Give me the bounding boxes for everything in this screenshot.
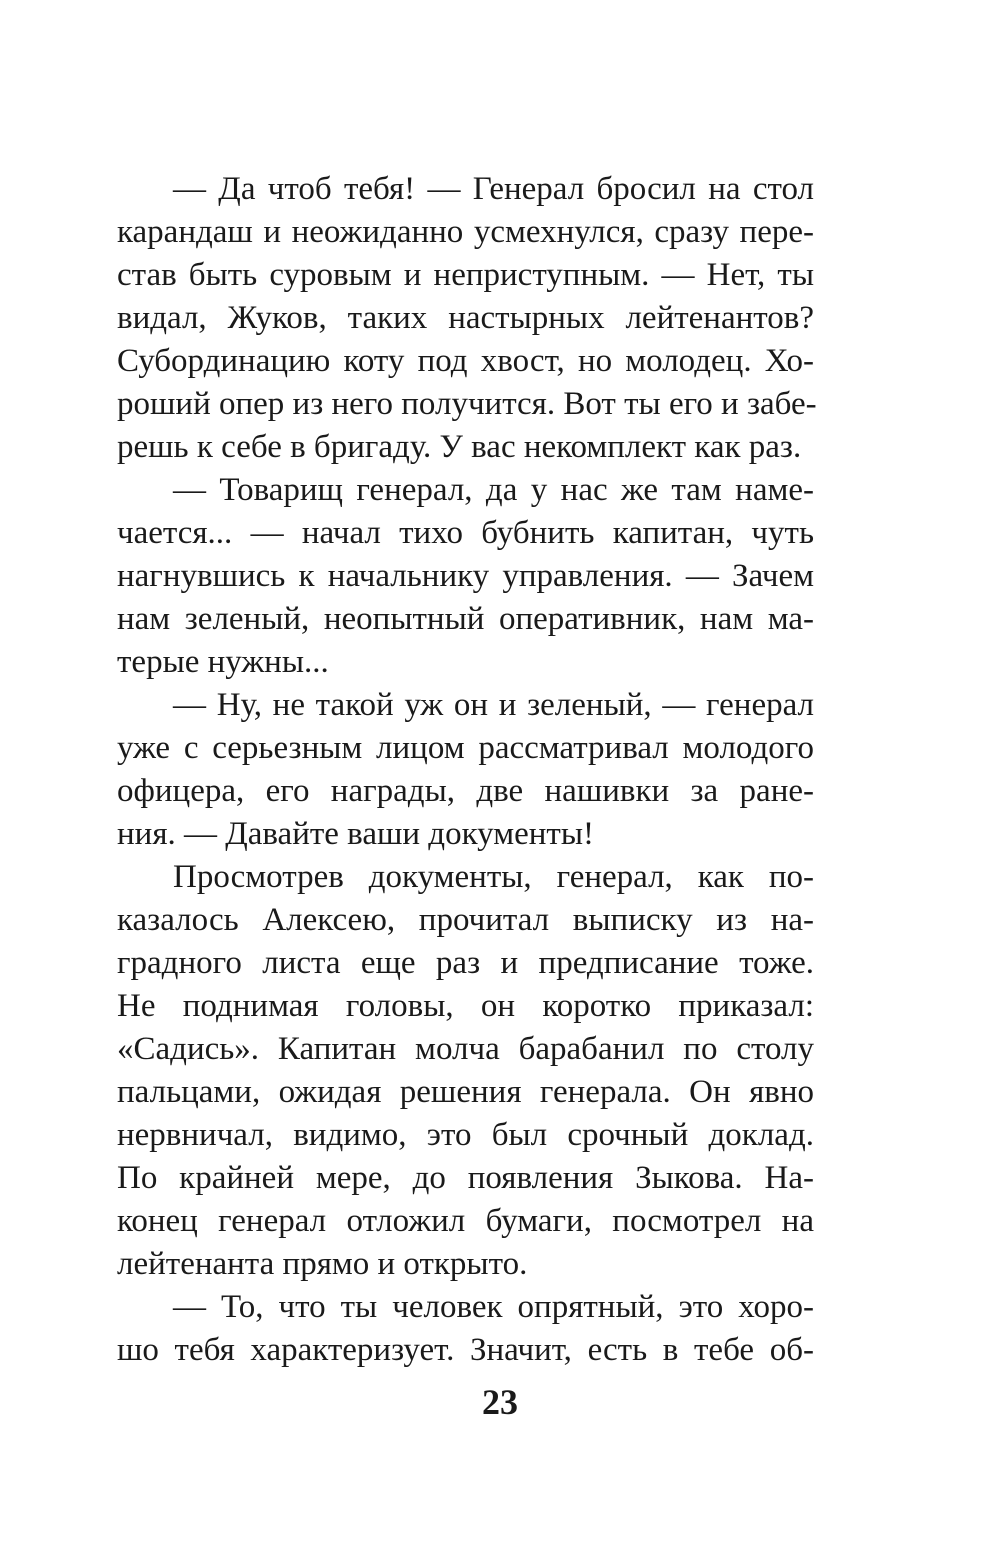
- text-line: карандаш и неожиданно усмехнулся, сразу пере-: [117, 214, 814, 250]
- text-line: «Садись». Капитан молча барабанил по столу: [117, 1031, 814, 1067]
- text-line: Субординацию коту под хвост, но молодец. Хо-: [117, 343, 814, 379]
- text-line: пальцами, ожидая решения генерала. Он явно: [117, 1074, 814, 1110]
- text-line: став быть суровым и неприступным. — Нет, ты: [117, 257, 814, 293]
- text-line: терые нужны...: [117, 644, 329, 680]
- text-line: роший опер из него получится. Вот ты его и забе-: [117, 386, 817, 422]
- body-text: [117, 168, 817, 1372]
- text-line: — Ну, не такой уж он и зеленый, — генерал: [173, 687, 814, 723]
- text-line: нам зеленый, неопытный оперативник, нам ма-: [117, 601, 814, 637]
- text-line: — То, что ты человек опрятный, это хоро-: [173, 1289, 814, 1325]
- text-line: — Да чтоб тебя! — Генерал бросил на стол: [173, 171, 814, 207]
- text-line: нервничал, видимо, это был срочный доклад.: [117, 1117, 814, 1153]
- text-line: чается... — начал тихо бубнить капитан, чуть: [117, 515, 814, 551]
- text-line: казалось Алексею, прочитал выписку из на-: [117, 902, 814, 938]
- text-line: шо тебя характеризует. Значит, есть в тебе об-: [117, 1332, 814, 1368]
- text-line: — Товарищ генерал, да у нас же там наме-: [173, 472, 814, 508]
- text-line: решь к себе в бригаду. У вас некомплект как раз.: [117, 429, 802, 465]
- text-line: видал, Жуков, таких настырных лейтенантов?: [117, 300, 814, 336]
- page-number: 23: [482, 1382, 518, 1422]
- text-line: нагнувшись к начальнику управления. — Зачем: [117, 558, 814, 594]
- text-line: ния. — Давайте ваши документы!: [117, 816, 594, 852]
- text-line: уже с серьезным лицом рассматривал молодого: [117, 730, 814, 766]
- text-line: По крайней мере, до появления Зыкова. На-: [117, 1160, 814, 1196]
- text-line: офицера, его награды, две нашивки за ране-: [117, 773, 814, 809]
- text-line: лейтенанта прямо и открыто.: [117, 1246, 528, 1282]
- text-line: градного листа еще раз и предписание тоже.: [117, 945, 814, 981]
- text-line: конец генерал отложил бумаги, посмотрел на: [117, 1203, 814, 1239]
- text-line: Не поднимая головы, он коротко приказал:: [117, 988, 814, 1024]
- text-line: Просмотрев документы, генерал, как по-: [173, 859, 814, 895]
